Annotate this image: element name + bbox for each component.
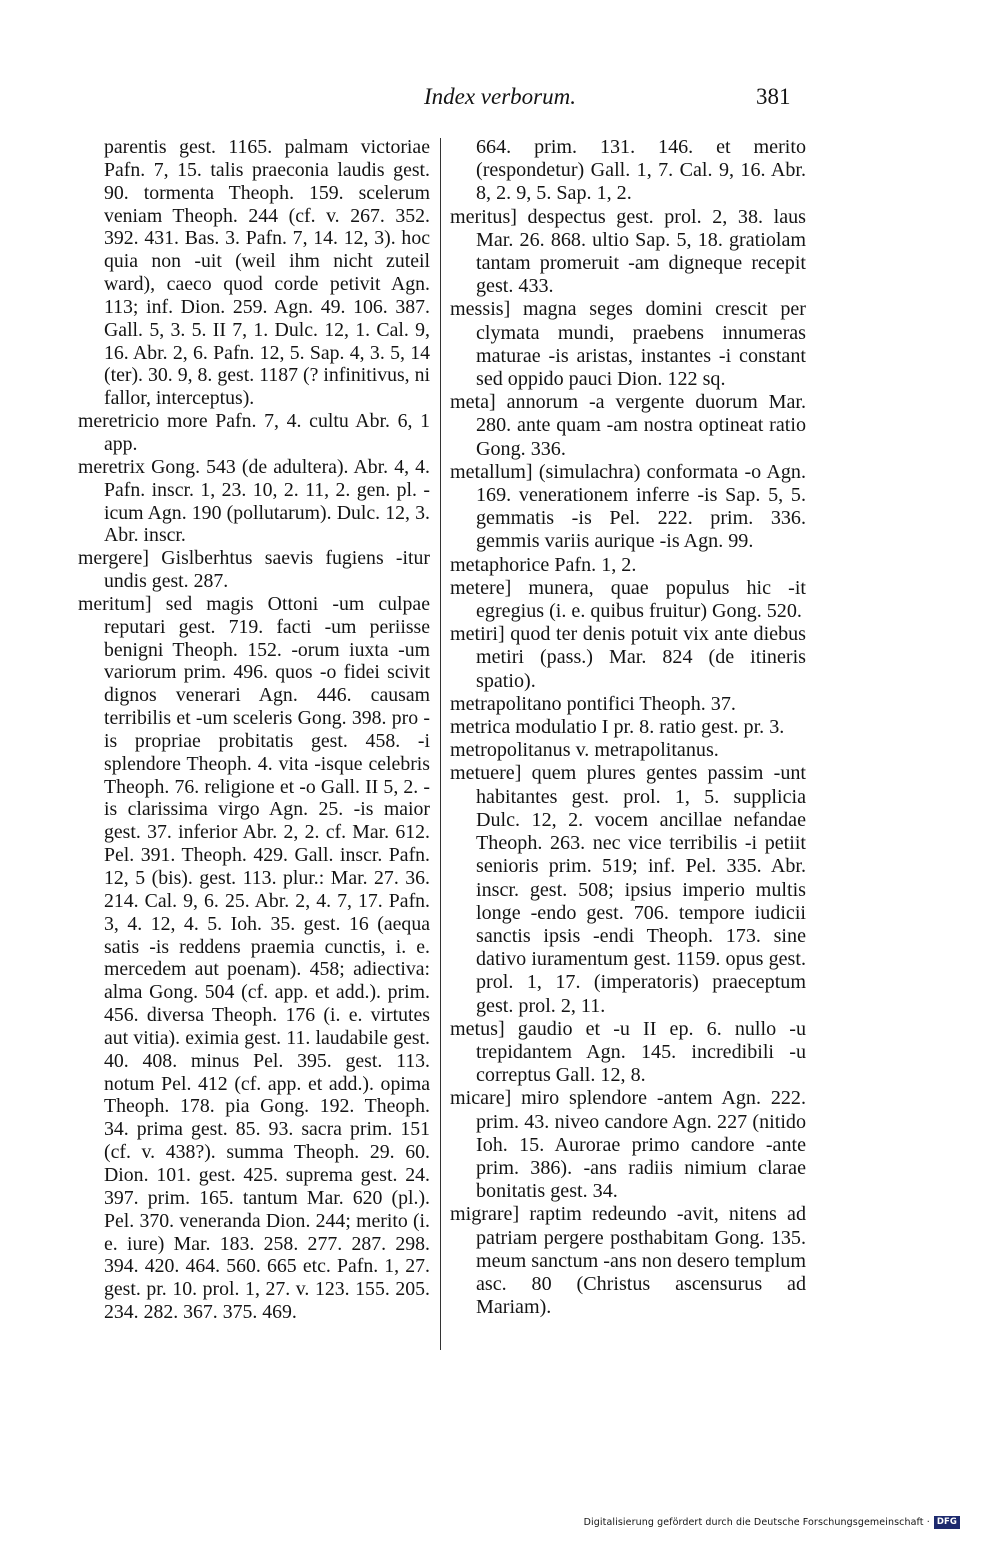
running-title: Index verborum. — [423, 84, 576, 109]
index-entry: messis] magna seges domini crescit per clymata mundi, praebens innumeras maturae -is aristas, instantes -i constant sed oppido pauci Dion. 122 sq. — [450, 298, 806, 391]
index-entry: migrare] raptim redeundo -avit, nitens ad patriam pergere posthabitam Gong. 135. meum sanctum -ans non desero templum asc. 80 (Christus ascensurus ad Mariam). — [450, 1203, 806, 1319]
index-entry: metuere] quem plures gentes passim -unt habitantes gest. prol. 1, 5. supplicia Dulc. 12, 2. vocem ancillae nefandae Theoph. 263. nec vice terribilis -i petiit senioris prim. 519; inf. Pel. 335. Abr. inscr. gest. 508; ipsius imperio multis longe -endo gest. 706. tempore iudicii sanctis ipsis -endi Theoph. 173. sine dativo iuramentum gest. 1159. opus gest. prol. 1, 17. (imperatoris) praeceptum gest. prol. 2, 11. — [450, 762, 806, 1017]
index-entry: parentis gest. 1165. palmam victoriae Pafn. 7, 15. talis praeconia laudis gest. 90. tormenta Theoph. 159. scelerum veniam Theoph. 244 (cf. v. 267. 352. 392. 431. Bas. 3. Pafn. 7, 14. 12, 3). hoc quia non -uit (weil ihm nicht zuteil ward), caeco quod corde petivit Agn. 113; inf. Dion. 259. Agn. 49. 106. 387. Gall. 5, 3. 5. II 7, 1. Dulc. 12, 1. Cal. 9, 16. Abr. 2, 6. Pafn. 12, 5. Sap. 4, 3. 5, 14 (ter). 30. 9, 8. gest. 1187 (? infinitivus, ni fallor, interceptus). — [104, 136, 430, 410]
index-entry: meritum] sed magis Ottoni -um culpae reputari gest. 719. facti -um periisse benigni Theoph. 152. -orum iuxta -um variorum prim. 496. quos -o fidei scivit dignos venerari Agn. 446. causam terribilis et -um sceleris Gong. 398. pro -is propriae probitatis gest. 458. -i splendore Theoph. 4. vita -isque celebris Theoph. 76. religione et -o Gall. II 5, 2. -is clarissima virgo Agn. 25. -is maior gest. 37. inferior Abr. 2, 2. cf. Mar. 612. Pel. 391. Theoph. 429. Gall. inscr. Pafn. 12, 5 (bis). gest. 113. plur.: Mar. 27. 36. 214. Cal. 9, 6. 25. Abr. 2, 4. 7, 17. Pafn. 3, 4. 12, 4. 5. Ioh. 35. gest. 16 (aequa satis -is reddens praemia cunctis, i. e. mercedem aut poenam). 458; adiectiva: alma Gong. 504 (cf. app. et add.). prim. 456. diversa Theoph. 176 (i. e. virtutes aut vitia). eximia gest. 11. laudabile gest. 40. 408. minus Pel. 395. gest. 113. notum Pel. 412 (cf. app. et add.). opima Theoph. 178. pia Gong. 192. Theoph. 34. prima gest. 85. 93. sacra prim. 151 (cf. v. 438?). summa Theoph. 29. 60. Dion. 101. gest. 425. suprema gest. 24. 397. prim. 165. tantum Mar. 620 (pl.). Pel. 370. veneranda Dion. 244; merito (i. e. iure) Mar. 183. 258. 277. 287. 298. 394. 420. 464. 560. 665 etc. Pafn. 1, 27. gest. pr. 10. prol. 1, 27. v. 123. 155. 205. 234. 282. 367. 375. 469. — [78, 592, 430, 1324]
index-entry: metiri] quod ter denis potuit vix ante diebus metiri (pass.) Mar. 824 (de itineris spatio). — [450, 623, 806, 692]
index-entry: metallum] (simulachra) conformata -o Agn. 169. venerationem inferre -is Sap. 5, 5. gemmatis -is Pel. 222. prim. 336. gemmis variis aurique -is Agn. 99. — [450, 460, 806, 553]
column-divider — [440, 138, 441, 1350]
index-entry: metus] gaudio et -u II ep. 6. nullo -u trepidantem Agn. 145. incredibili -u correptus Gall. 12, 8. — [450, 1017, 806, 1087]
index-entry: meretricio more Pafn. 7, 4. cultu Abr. 6, 1 app. — [78, 410, 430, 455]
index-entry: metere] munera, quae populus hic -it egregius (i. e. quibus fruitur) Gong. 520. — [450, 576, 806, 623]
index-entry: metrica modulatio I pr. 8. ratio gest. pr. 3. — [450, 716, 785, 739]
left-column — [78, 136, 430, 1356]
credit-text: Digitalisierung gefördert durch die Deutsche Forschungsgemeinschaft · — [583, 1517, 930, 1528]
index-entry: metrapolitano pontifici Theoph. 37. — [450, 692, 736, 715]
index-entry: meritus] despectus gest. prol. 2, 38. laus Mar. 26. 868. ultio Sap. 5, 18. gratiolam tantam promeruit -am digneque recepit gest. 433. — [450, 205, 806, 298]
dfg-logo-icon: DFG — [934, 1516, 960, 1529]
digitization-credit — [584, 1516, 960, 1529]
index-entry: micare] miro splendore -antem Agn. 222. prim. 43. niveo candore Agn. 227 (nitido Ioh. 15. Aurorae primo candore -ante prim. 386). -ans radiis nimium clarae bonitatis gest. 34. — [450, 1087, 806, 1203]
page-number: 381 — [756, 84, 791, 109]
index-entry: mergere] Gislberhtus saevis fugiens -itur undis gest. 287. — [78, 547, 430, 593]
index-entry: metaphorice Pafn. 1, 2. — [450, 553, 637, 576]
index-entry: 664. prim. 131. 146. et merito (respondetur) Gall. 1, 7. Cal. 9, 16. Abr. 8, 2. 9, 5. Sap. 1, 2. — [476, 136, 806, 205]
right-column — [450, 136, 806, 1356]
index-entry: meta] annorum -a vergente duorum Mar. 280. ante quam -am nostra optineat ratio Gong. 336. — [450, 391, 806, 460]
index-entry: meretrix Gong. 543 (de adultera). Abr. 4, 4. Pafn. inscr. 1, 23. 10, 2. 11, 2. gen. pl. -icum Agn. 190 (pollutarum). Dulc. 12, 3. Abr. inscr. — [78, 455, 430, 547]
index-entry: metropolitanus v. metrapolitanus. — [450, 739, 719, 762]
